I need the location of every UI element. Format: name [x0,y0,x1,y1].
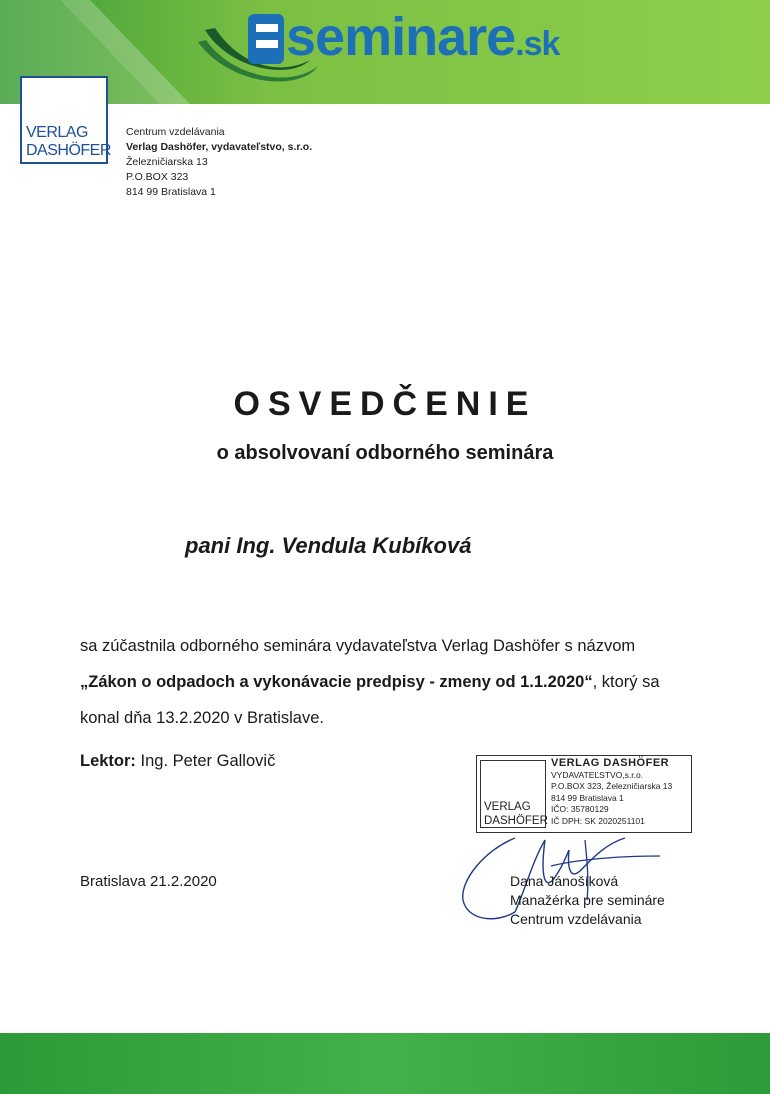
place-and-date: Bratislava 21.2.2020 [80,873,217,890]
lecturer [80,752,275,771]
recipient-name: pani Ing. Vendula Kubíková [185,533,472,558]
brand-name: seminare [286,7,516,67]
stamp-logo-line2: DASHÖFER [484,815,548,827]
certificate-title: OSVEDČENIE [233,385,537,423]
lecturer-label: Lektor: [80,752,136,770]
signer-department: Centrum vzdelávania [510,911,642,927]
address-line: 814 99 Bratislava 1 [126,186,216,198]
address-line: Železničiarska 13 [126,156,208,168]
publisher-address [126,125,312,200]
stamp-line: P.O.BOX 323, Železničiarska 13 [551,781,673,791]
signer-name: Dana Jánošíková [510,873,619,889]
stamp-text [551,758,672,827]
certificate-subtitle: o absolvovaní odborného seminára [216,442,554,464]
stamp-logo-line1: VERLAG [484,801,531,813]
address-line: P.O.BOX 323 [126,171,189,183]
body-line-3: konal dňa 13.2.2020 v Bratislave. [80,709,324,727]
stamp-line: 814 99 Bratislava 1 [551,792,624,803]
verlag-dashofer-logo [20,76,111,164]
certificate-body [80,628,690,736]
logo-line1: VERLAG [26,124,88,141]
top-banner [0,0,770,104]
lecturer-name: Ing. Peter Gallovič [135,752,276,770]
body-line-2 [80,664,690,700]
stamp-line: IČ DPH: SK 2020251101 [551,815,645,826]
logo-line2: DASHÖFER [26,142,111,159]
stamp-line: VERLAG DASHÖFER [551,757,670,769]
brand-tld: .sk [515,25,560,63]
bottom-green-bar [0,1033,770,1094]
stamp-logo [480,760,546,828]
address-line: Centrum vzdelávania [126,126,225,138]
stamp-line: VYDAVATEĽSTVO,s.r.o. [551,769,644,780]
signer-block [510,872,665,929]
brand-wordmark [286,7,560,67]
address-line: Verlag Dashöfer, vydavateľstvo, s.r.o. [126,141,313,153]
stamp-line: IČO: 35780129 [551,804,609,814]
signer-role: Manažérka pre semináre [510,892,665,908]
body-line-1: sa zúčastnila odborného seminára vydavateľstva Verlag Dashöfer s názvom [80,637,636,655]
body-line-2-suffix: , ktorý sa [592,673,660,691]
seminar-name: „Zákon o odpadoch a vykonávacie predpisy - zmeny od 1.1.2020“ [80,673,593,691]
